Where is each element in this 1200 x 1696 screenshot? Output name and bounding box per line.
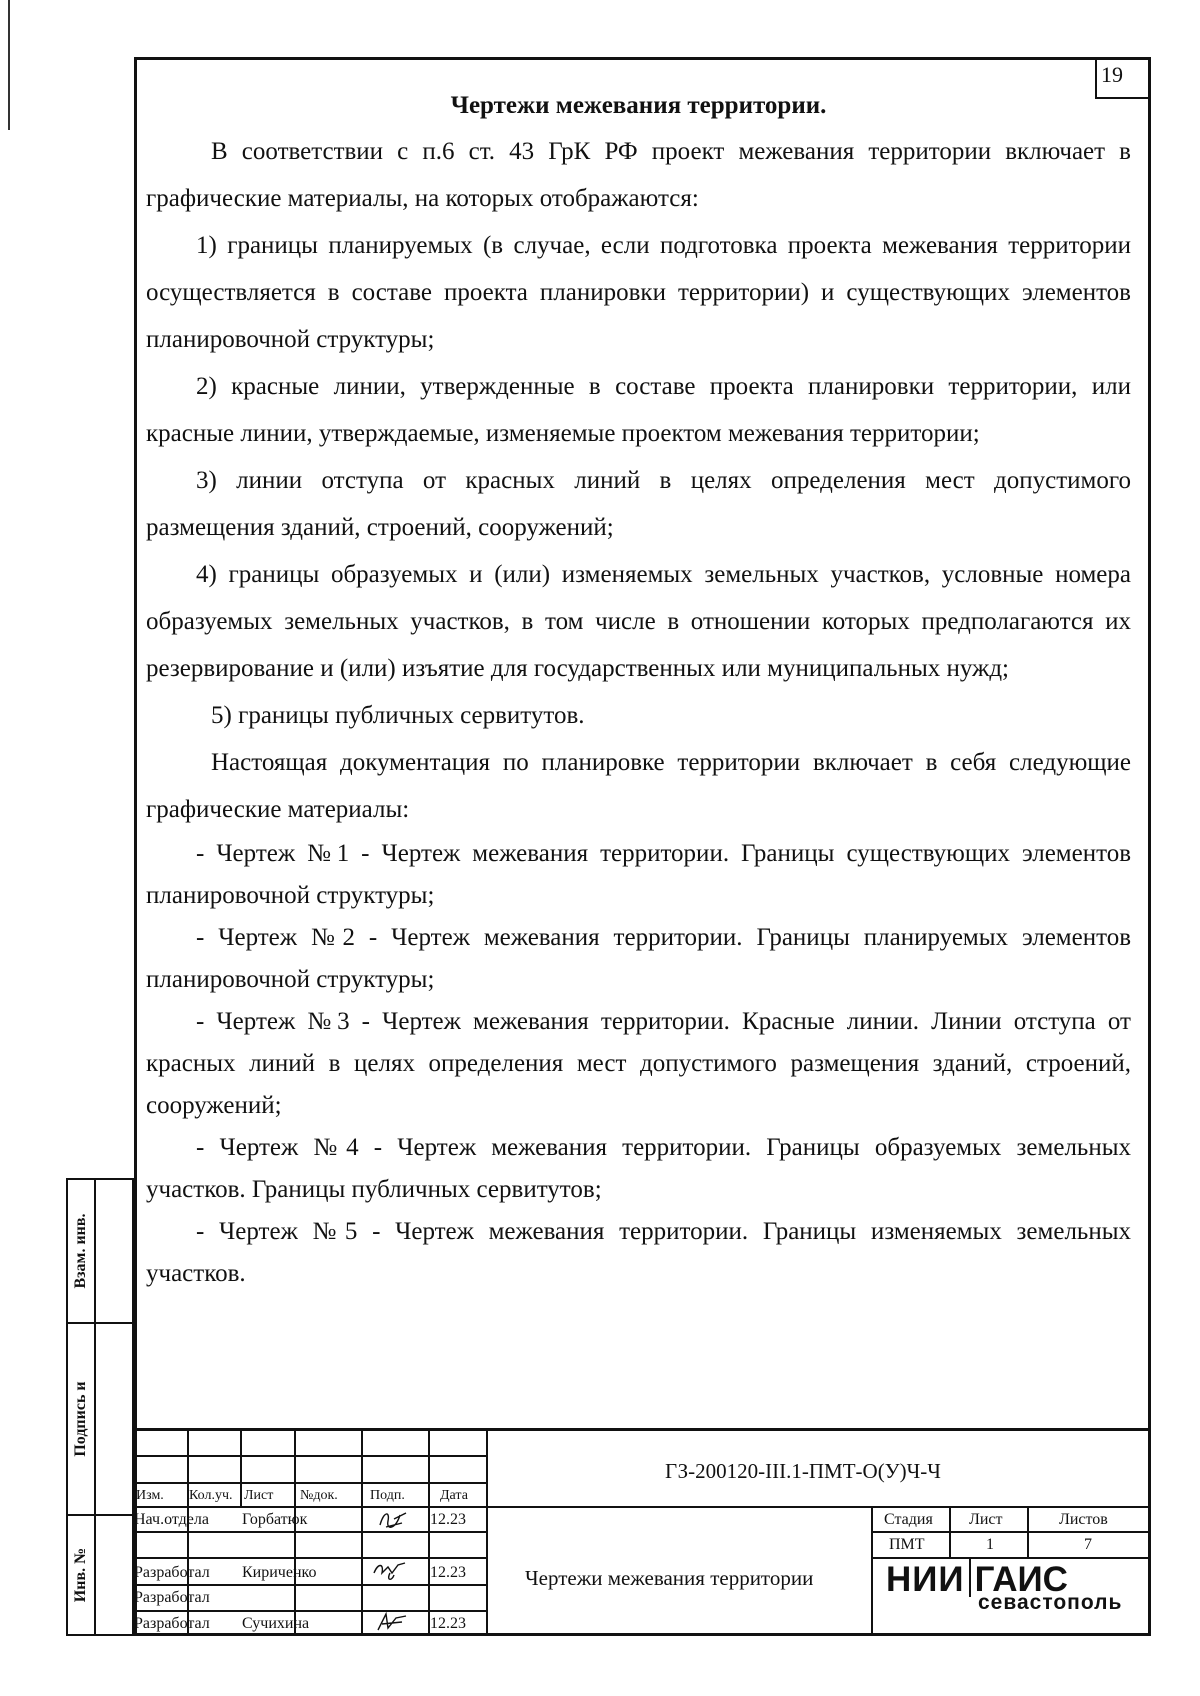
document-code: ГЗ-200120-III.1-ПМТ-О(У)Ч-Ч (665, 1459, 941, 1483)
row3-date: 12.23 (430, 1564, 466, 1581)
drawing-item-1: - Чертеж №1 - Чертеж межевания территории. Границы существующих элементов планировочной структуры; (146, 840, 1131, 909)
side-stamp-vzam (66, 1178, 134, 1324)
document-body (146, 92, 1131, 1295)
stage-header: Стадия (884, 1511, 933, 1528)
row5-date: 12.23 (430, 1615, 466, 1632)
signature-gorbatyuk (376, 1509, 410, 1531)
header-data: Дата (440, 1488, 468, 1503)
side-stamp-inv (66, 1514, 134, 1636)
side-label-vzam: Взам. инв. (72, 1213, 89, 1289)
row3-role: Разработал (134, 1564, 210, 1581)
title-block (134, 1428, 1151, 1636)
row1-name: Горбатюк (242, 1511, 308, 1528)
list-item-1: 1) границы планируемых (в случае, если подготовка проекта межевания территории осуществляется в составе проекта планировки территории) и существующих элементов планировочной структуры; (146, 232, 1131, 353)
drawing-item-5: - Чертеж №5 - Чертеж межевания территории. Границы изменяемых земельных участков. (146, 1218, 1131, 1287)
header-koluch: Кол.уч. (189, 1488, 233, 1503)
list-item-5: 5) границы публичных сервитутов. (211, 702, 585, 729)
row1-role: Нач.отдела (134, 1511, 209, 1528)
header-izm: Изм. (136, 1488, 164, 1503)
list-item-3: 3) линии отступа от красных линий в целях определения мест допустимого размещения зданий, строений, сооружений; (146, 467, 1131, 541)
drawing-item-2: - Чертеж №2 - Чертеж межевания территории. Границы планируемых элементов планировочной структуры; (146, 924, 1131, 993)
side-label-inv: Инв. № (72, 1547, 89, 1603)
row5-role: Разработал (134, 1615, 210, 1632)
paragraph-docs-intro: Настоящая документация по планировке территории включает в себя следующие графические материалы: (146, 749, 1131, 823)
page-number: 19 (1095, 57, 1151, 99)
signature-kirichenko (372, 1559, 406, 1581)
row4-role: Разработал (134, 1589, 210, 1606)
sheet-value: 1 (986, 1536, 994, 1553)
signature-suchikhina (374, 1610, 408, 1632)
side-label-podpis: Подпись и (72, 1381, 89, 1457)
row1-date: 12.23 (430, 1511, 466, 1528)
drawing-item-3: - Чертеж №3 - Чертеж межевания территории. Красные линии. Линии отступа от красных линий в целях определения мест допустимого размещения зданий, строений, сооружений; (146, 1008, 1131, 1119)
sheet-header: Лист (969, 1511, 1003, 1528)
sheets-value: 7 (1084, 1536, 1092, 1553)
nii-gais-logo: НИИ ГАИС севастополь (886, 1560, 1123, 1614)
scan-edge-mark (8, 0, 10, 130)
row5-name: Сучихина (242, 1615, 310, 1632)
sheets-header: Листов (1059, 1511, 1108, 1528)
row3-name: Кириченко (242, 1564, 317, 1581)
paragraph-intro: В соответствии с п.6 ст. 43 ГрК РФ проект межевания территории включает в графические материалы, на которых отображаются: (146, 138, 1131, 212)
side-stamp-podpis (66, 1322, 134, 1516)
drawing-item-4: - Чертеж №4 - Чертеж межевания территории. Границы образуемых земельных участков. Границы публичных сервитутов; (146, 1134, 1131, 1203)
list-item-4: 4) границы образуемых и (или) изменяемых земельных участков, условные номера образуемых земельных участков, в том числе в отношении которых предполагаются их резервирование и (или) изъятие для государственных или муниципальных нужд; (146, 561, 1131, 682)
header-podp: Подп. (370, 1488, 405, 1503)
stage-value: ПМТ (889, 1536, 925, 1553)
list-item-2: 2) красные линии, утвержденные в составе проекта планировки территории, или красные линии, утверждаемые, изменяемые проектом межевания территории; (146, 373, 1131, 447)
header-ndok: №док. (300, 1488, 338, 1503)
sheet-title: Чертежи межевания территории (525, 1566, 814, 1590)
header-list: Лист (244, 1488, 274, 1503)
document-title: Чертежи межевания территории. (450, 92, 827, 119)
